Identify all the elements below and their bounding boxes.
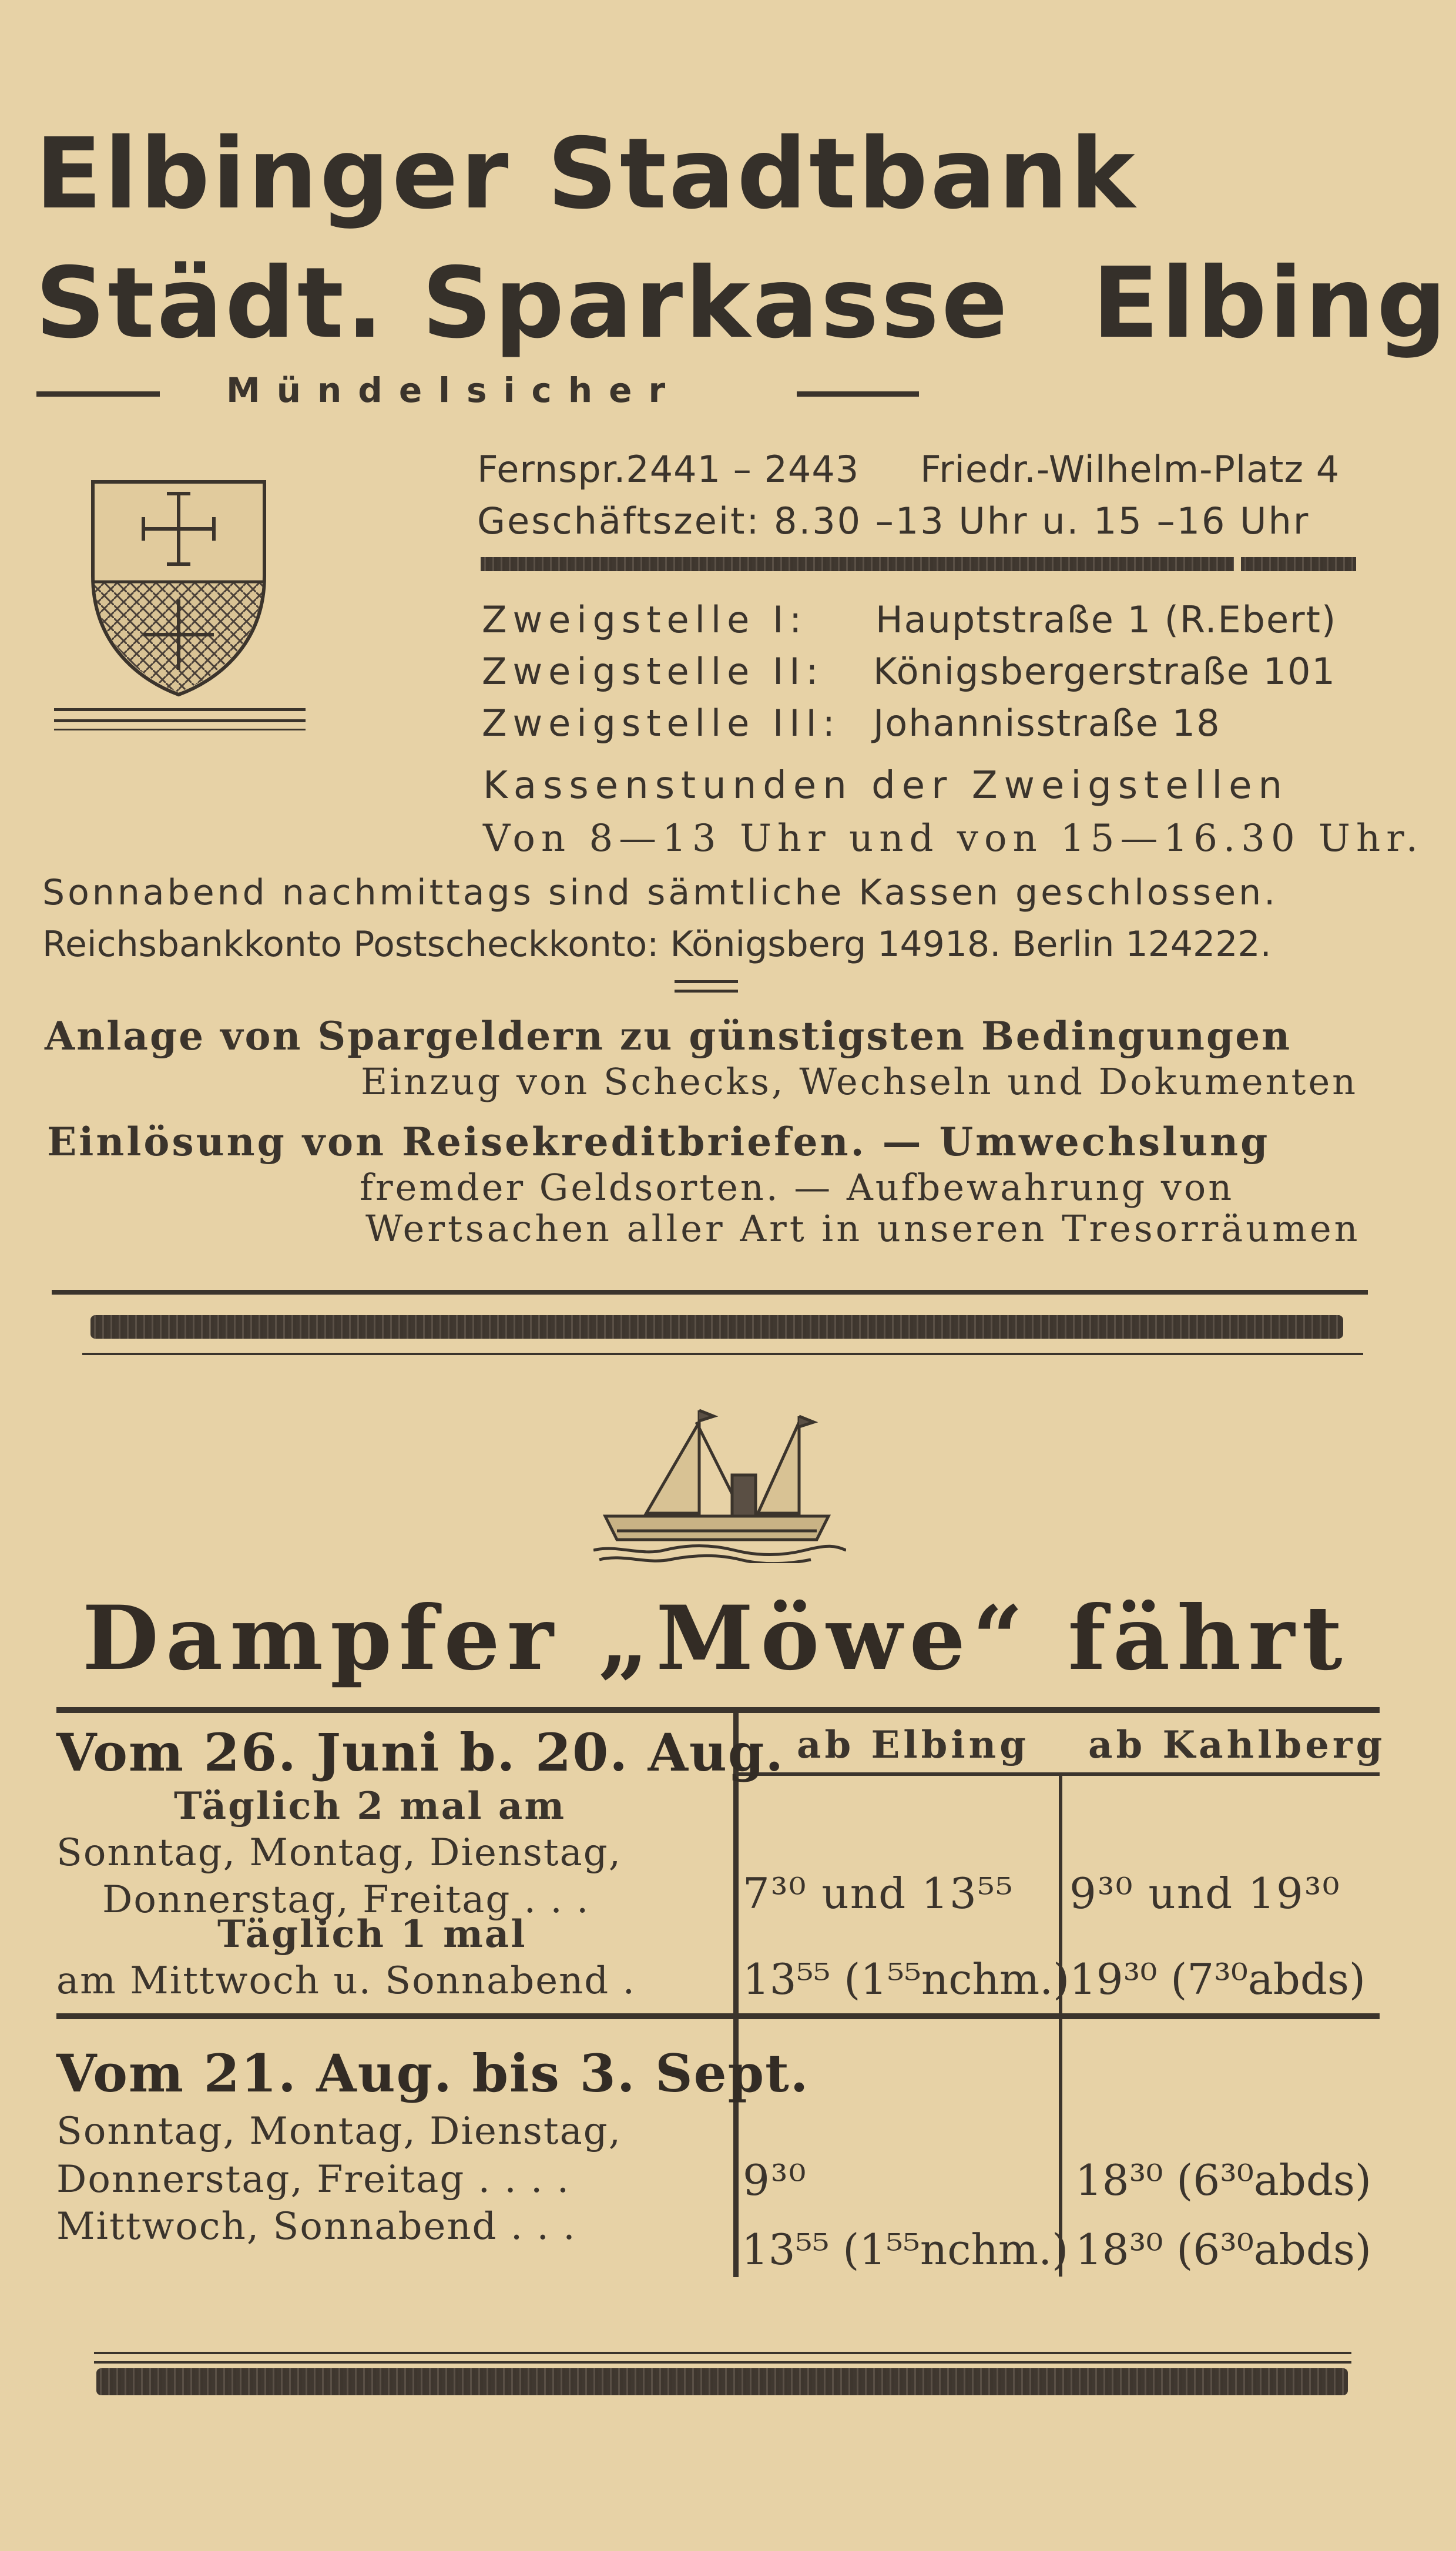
col-head-kahlberg: ab Kahlberg bbox=[1088, 1723, 1386, 1767]
table-col-divider-2 bbox=[1059, 1776, 1062, 2277]
branch-hours-title: Kassenstunden der Zweigstellen bbox=[483, 764, 1289, 807]
period1-days-b: Donnerstag, Freitag . . . bbox=[102, 1878, 590, 1922]
period1-title: Vom 26. Juni b. 20. Aug. bbox=[56, 1722, 785, 1783]
period1-daily1: Täglich 1 mal bbox=[217, 1912, 527, 1956]
ferry-headline: Dampfer „Möwe“ fährt bbox=[82, 1587, 1350, 1690]
service-exchange: fremder Geldsorten. — Aufbewahrung von bbox=[360, 1166, 1234, 1209]
period1-days-c: am Mittwoch u. Sonnabend . bbox=[56, 1959, 636, 2003]
branch-1-address: Hauptstraße 1 (R.Ebert) bbox=[875, 598, 1337, 641]
crest-rule-3 bbox=[54, 729, 306, 730]
branch-2-address: Königsbergerstraße 101 bbox=[873, 650, 1336, 693]
service-travel-credit: Einlösung von Reisekreditbriefen. — Umwechslung bbox=[47, 1119, 1270, 1165]
accounts-divider-2 bbox=[675, 990, 738, 993]
bottom-rule-2 bbox=[94, 2361, 1351, 2364]
section-rule-1 bbox=[52, 1290, 1368, 1295]
period1-daily2: Täglich 2 mal am bbox=[174, 1784, 566, 1828]
period2-days-a: Sonntag, Montag, Dienstag, bbox=[56, 2110, 622, 2153]
bank-accounts: Reichsbankkonto Postscheckkonto: Königsberg 14918. Berlin 124222. bbox=[42, 924, 1272, 965]
subtitle-rule-left bbox=[36, 391, 160, 397]
branch-3 bbox=[482, 702, 841, 745]
col-head-underline bbox=[737, 1772, 1380, 1776]
service-savings: Anlage von Spargeldern zu günstigsten Bedingungen bbox=[45, 1013, 1292, 1059]
crest-rule-1 bbox=[54, 708, 306, 711]
phone-numbers: Fernspr.2441 – 2443 bbox=[477, 448, 860, 491]
service-safekeeping: Wertsachen aller Art in unseren Tresorräumen bbox=[365, 1207, 1361, 1250]
city-name: Elbing bbox=[1092, 247, 1449, 360]
period1-kahlberg-2: 19³⁰ (7³⁰abds) bbox=[1069, 1955, 1366, 2004]
savings-bank-name: Städt. Sparkasse bbox=[35, 247, 1010, 360]
period2-title: Vom 21. Aug. bis 3. Sept. bbox=[56, 2043, 810, 2104]
branch-1 bbox=[482, 598, 807, 641]
section-rule-2 bbox=[90, 1315, 1343, 1339]
table-mid-rule bbox=[56, 2013, 1380, 2019]
period2-kahlberg-2: 18³⁰ (6³⁰abds) bbox=[1075, 2225, 1371, 2274]
table-col-divider-1 bbox=[733, 1713, 739, 2277]
coat-of-arms-icon bbox=[88, 476, 270, 699]
branch-2-place bbox=[873, 650, 1336, 693]
branch-3-place bbox=[873, 702, 1221, 745]
contact-rule bbox=[481, 557, 1234, 571]
bank-title: Elbinger Stadtbank bbox=[35, 118, 1138, 231]
saturday-closing: Sonnabend nachmittags sind sämtliche Kassen geschlossen. bbox=[42, 872, 1279, 913]
period2-kahlberg-1: 18³⁰ (6³⁰abds) bbox=[1075, 2156, 1371, 2205]
period2-days-b: Donnerstag, Freitag . . . . bbox=[56, 2158, 571, 2201]
service-collection: Einzug von Schecks, Wechseln und Dokumenten bbox=[361, 1060, 1358, 1103]
accounts-divider-1 bbox=[675, 980, 738, 983]
period1-kahlberg-1: 9³⁰ und 19³⁰ bbox=[1069, 1869, 1341, 1918]
subtitle-muendelsicher: Mündelsicher bbox=[226, 370, 682, 410]
business-hours: Geschäftszeit: 8.30 –13 Uhr u. 15 –16 Uhr bbox=[477, 500, 1310, 542]
crest-rule-2 bbox=[54, 719, 306, 722]
branch-3-label: Zweigstelle III: bbox=[482, 702, 841, 745]
period2-elbing-2: 13⁵⁵ (1⁵⁵nchm.) bbox=[742, 2225, 1069, 2274]
subtitle-rule-right bbox=[797, 391, 919, 397]
section-rule-3 bbox=[82, 1353, 1363, 1355]
col-head-elbing: ab Elbing bbox=[797, 1723, 1029, 1767]
bottom-rule-3 bbox=[96, 2368, 1348, 2395]
bottom-rule-1 bbox=[94, 2352, 1351, 2354]
branch-2-label: Zweigstelle II: bbox=[482, 650, 824, 693]
savings-bank-title bbox=[35, 247, 1449, 360]
contact-rule-end bbox=[1241, 557, 1356, 571]
steamship-icon bbox=[593, 1399, 846, 1563]
table-top-rule bbox=[56, 1707, 1380, 1713]
period2-elbing-1: 9³⁰ bbox=[743, 2156, 807, 2205]
address: Friedr.-Wilhelm-Platz 4 bbox=[920, 448, 1340, 491]
branch-3-address: Johannisstraße 18 bbox=[873, 702, 1221, 745]
branch-1-label: Zweigstelle I: bbox=[482, 598, 808, 641]
period1-days-a: Sonntag, Montag, Dienstag, bbox=[56, 1831, 622, 1875]
branch-2 bbox=[482, 650, 824, 693]
period1-elbing-2: 13⁵⁵ (1⁵⁵nchm.) bbox=[743, 1955, 1070, 2004]
period1-elbing-1: 7³⁰ und 13⁵⁵ bbox=[743, 1869, 1014, 1918]
branch-hours-times: Von 8—13 Uhr und von 15—16.30 Uhr. bbox=[483, 817, 1424, 860]
period2-days-c: Mittwoch, Sonnabend . . . bbox=[56, 2205, 576, 2248]
branch-1-place bbox=[875, 598, 1337, 641]
